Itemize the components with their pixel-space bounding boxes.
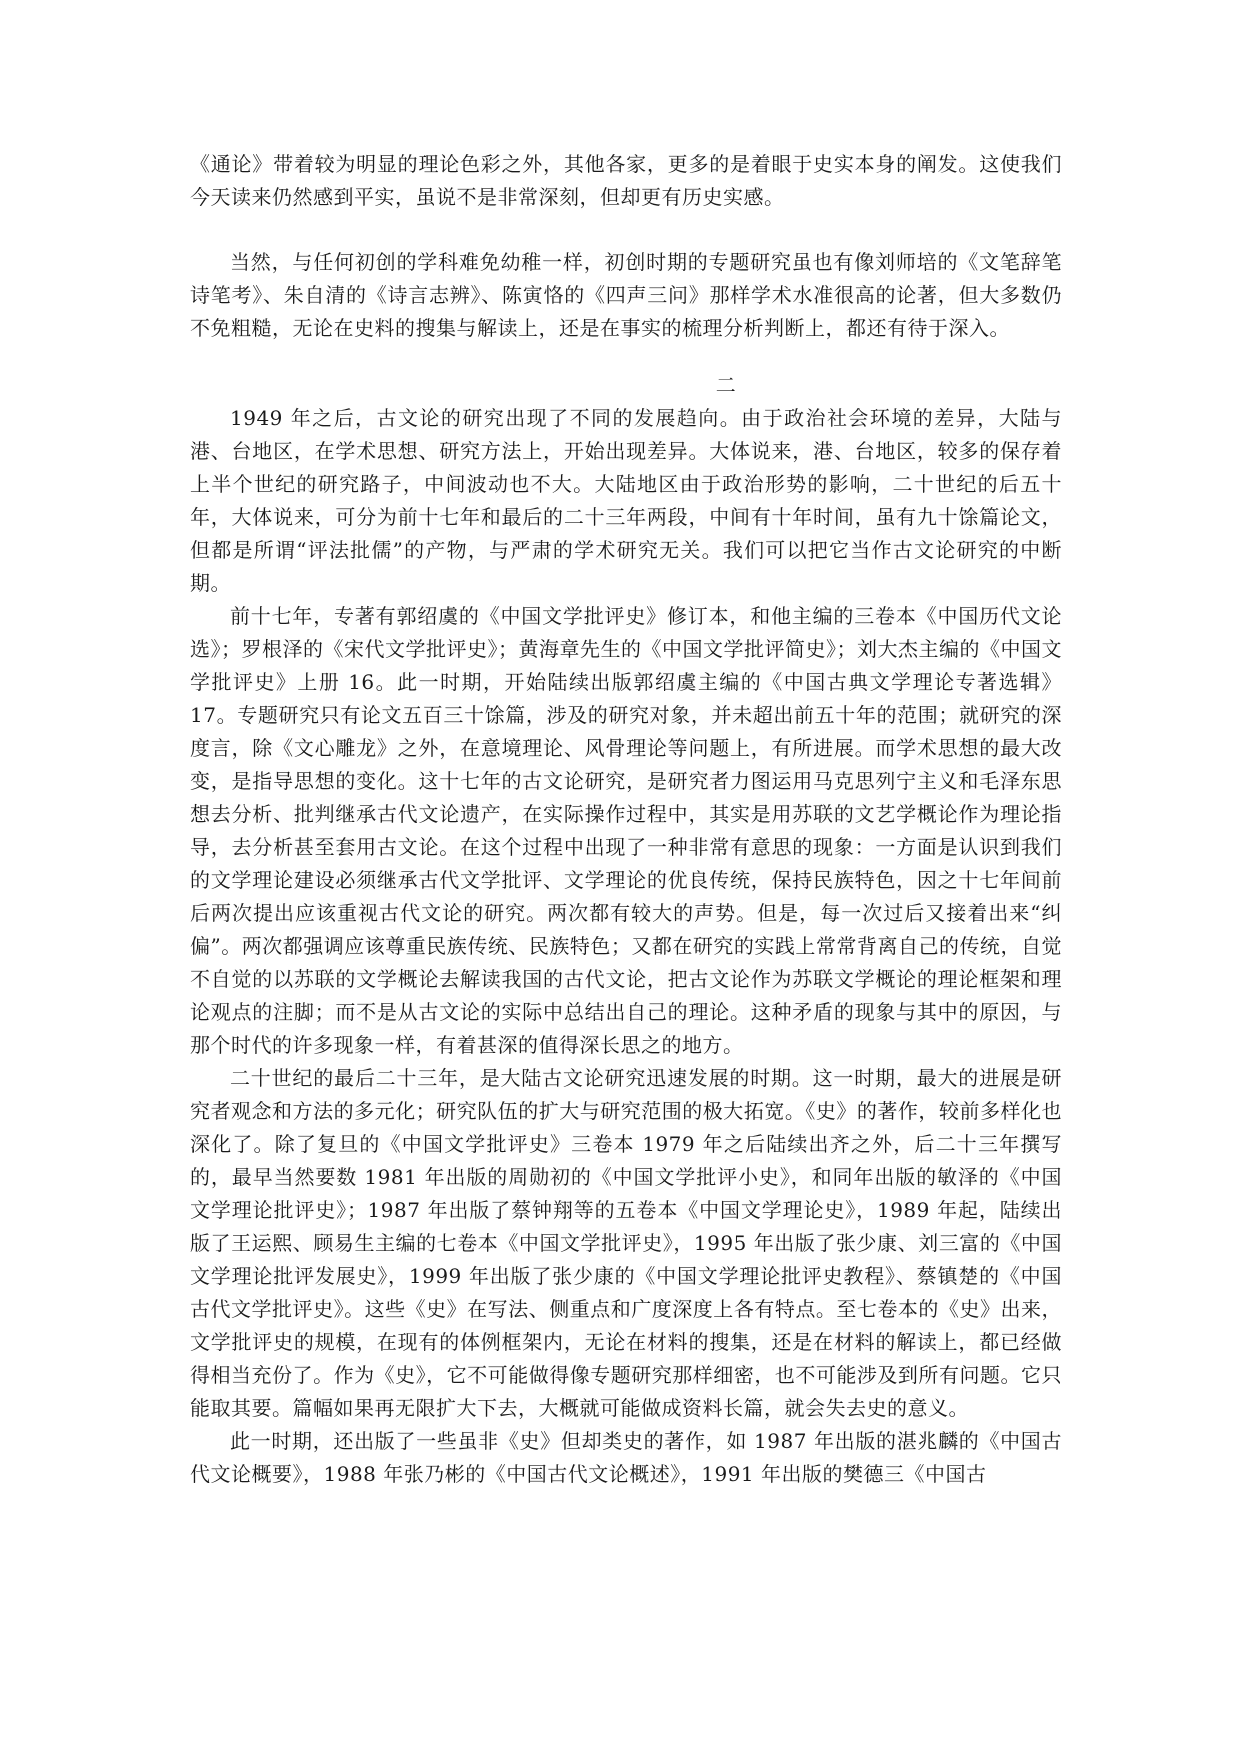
paragraph: 当然，与任何初创的学科难免幼稚一样，初创时期的专题研究虽也有像刘师培的《文笔辞笔诗笔考》、朱自清的《诗言志辨》、陈寅恪的《四声三问》那样学术水准很高的论著，但大多数仍不免粗糙，无论在史料的搜集与解读上，还是在事实的梳理分析判断上，都还有待于深入。 [190,250,1062,340]
section-number-text: 二 [715,373,737,397]
paragraph-continuation: 《通论》带着较为明显的理论色彩之外，其他各家，更多的是着眼于史实本身的阐发。这使我们今天读来仍然感到平实，虽说不是非常深刻，但却更有历史实感。 [190,152,1062,209]
paragraph: 1949 年之后，古文论的研究出现了不同的发展趋向。由于政治社会环境的差异，大陆与港、台地区，在学术思想、研究方法上，开始出现差异。大体说来，港、台地区，较多的保存着上半个世纪的研究路子，中间波动也不大。大陆地区由于政治形势的影响，二十世纪的后五十年，大体说来，可分为前十七年和最后的二十三年两段，中间有十年时间，虽有九十馀篇论文，但都是所谓“评法批儒”的产物，与严肃的学术研究无关。我们可以把它当作古文论研究的中断期。 [190,406,1062,595]
document-page [190,148,1062,1491]
paragraph: 前十七年，专著有郭绍虞的《中国文学批评史》修订本，和他主编的三卷本《中国历代文论选》；罗根泽的《宋代文学批评史》；黄海章先生的《中国文学批评简史》；刘大杰主编的《中国文学批评史》上册 16。此一时期，开始陆续出版郭绍虞主编的《中国古典文学理论专著选辑》17。专题研究只有论文五百三十馀篇，涉及的研究对象，并未超出前五十年的范围；就研究的深度言，除《文心雕龙》之外，在意境理论、风骨理论等问题上，有所进展。而学术思想的最大改变，是指导思想的变化。这十七年的古文论研究，是研究者力图运用马克思列宁主义和毛泽东思想去分析、批判继承古代文论遗产，在实际操作过程中，其实是用苏联的文艺学概论作为理论指导，去分析甚至套用古文论。在这个过程中出现了一种非常有意思的现象：一方面是认识到我们的文学理论建设必须继承古代文学批评、文学理论的优良传统，保持民族特色，因之十七年间前后两次提出应该重视古代文论的研究。两次都有较大的声势。但是，每一次过后又接着出来“纠偏”。两次都强调应该尊重民族传统、民族特色；又都在研究的实践上常常背离自己的传统，自觉不自觉的以苏联的文学概论去解读我国的古代文论，把古文论作为苏联文学概论的理论框架和理论观点的注脚；而不是从古文论的实际中总结出自己的理论。这种矛盾的现象与其中的原因，与那个时代的许多现象一样，有着甚深的值得深长思之的地方。 [190,604,1062,1057]
paragraph: 此一时期，还出版了一些虽非《史》但却类史的著作，如 1987 年出版的湛兆麟的《中国古代文论概要》，1988 年张乃彬的《中国古代文论概述》，1991 年出版的樊德三《中国古 [190,1429,1062,1486]
paragraph: 二十世纪的最后二十三年，是大陆古文论研究迅速发展的时期。这一时期，最大的进展是研究者观念和方法的多元化；研究队伍的扩大与研究范围的极大拓宽。《史》的著作，较前多样化也深化了。除了复旦的《中国文学批评史》三卷本 1979 年之后陆续出齐之外，后二十三年撰写的，最早当然要数 1981 年出版的周勋初的《中国文学批评小史》，和同年出版的敏泽的《中国文学理论批评史》；1987 年出版了蔡钟翔等的五卷本《中国文学理论史》，1989 年起，陆续出版了王运熙、顾易生主编的七卷本《中国文学批评史》，1995 年出版了张少康、刘三富的《中国文学理论批评发展史》，1999 年出版了张少康的《中国文学理论批评史教程》、蔡镇楚的《中国古代文学批评史》。这些《史》在写法、侧重点和广度深度上各有特点。至七卷本的《史》出来，文学批评史的规模，在现有的体例框架内，无论在材料的搜集，还是在材料的解读上，都已经做得相当充份了。作为《史》，它不可能做得像专题研究那样细密，也不可能涉及到所有问题。它只能取其要。篇幅如果再无限扩大下去，大概就可能做成资料长篇，就会失去史的意义。 [190,1066,1062,1420]
section-number [190,369,1062,402]
